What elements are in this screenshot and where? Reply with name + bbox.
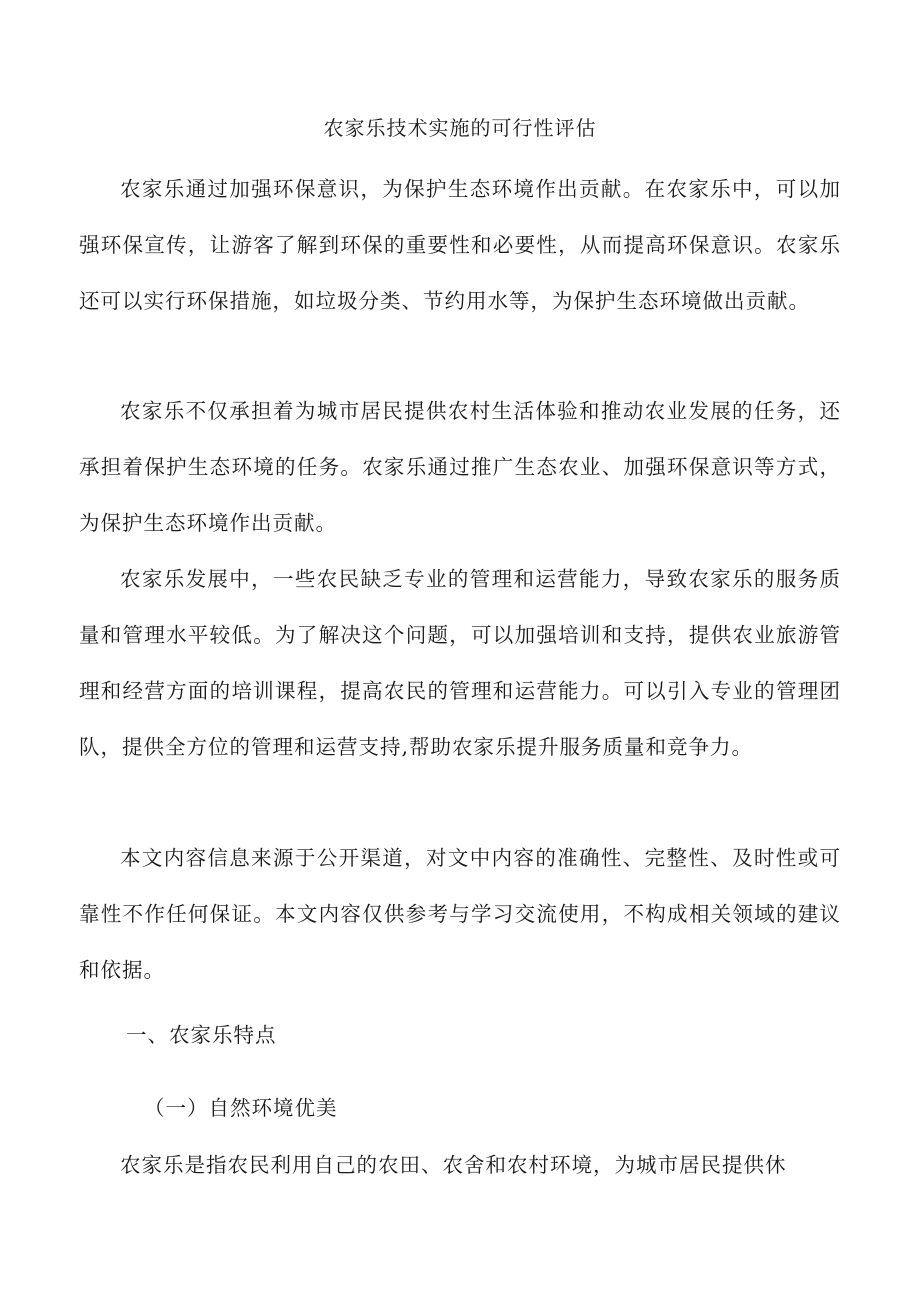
paragraph-ecological-task: 农家乐不仅承担着为城市居民提供农村生活体验和推动农业发展的任务，还承担着保护生态环境的任务。农家乐通过推广生态农业、加强环保意识等方式，为保护生态环境作出贡献。 bbox=[79, 399, 841, 535]
subsection-heading: （一）自然环境优美 bbox=[144, 1096, 338, 1120]
document-title: 农家乐技术实施的可行性评估 bbox=[323, 116, 597, 140]
paragraph-management-capability: 农家乐发展中，一些农民缺乏专业的管理和运营能力，导致农家乐的服务质量和管理水平较低。为了解决这个问题，可以加强培训和支持，提供农业旅游管理和经营方面的培训课程，提高农民的管理和运营能力。可以引入专业的管理团队，提供全方位的管理和运营支持,帮助农家乐提升服务质量和竞争力。 bbox=[79, 567, 841, 759]
section-heading: 一、农家乐特点 bbox=[126, 1023, 277, 1047]
paragraph-disclaimer: 本文内容信息来源于公开渠道，对文中内容的准确性、完整性、及时性或可靠性不作任何保证。本文内容仅供参考与学习交流使用，不构成相关领域的建议和依据。 bbox=[79, 846, 841, 982]
paragraph-environmental-awareness: 农家乐通过加强环保意识，为保护生态环境作出贡献。在农家乐中，可以加强环保宣传，让游客了解到环保的重要性和必要性，从而提高环保意识。农家乐还可以实行环保措施，如垃圾分类、节约用水等，为保护生态环境做出贡献。 bbox=[79, 177, 841, 313]
paragraph-intro-definition: 农家乐是指农民利用自己的农田、农舍和农村环境，为城市居民提供休 bbox=[120, 1153, 787, 1177]
